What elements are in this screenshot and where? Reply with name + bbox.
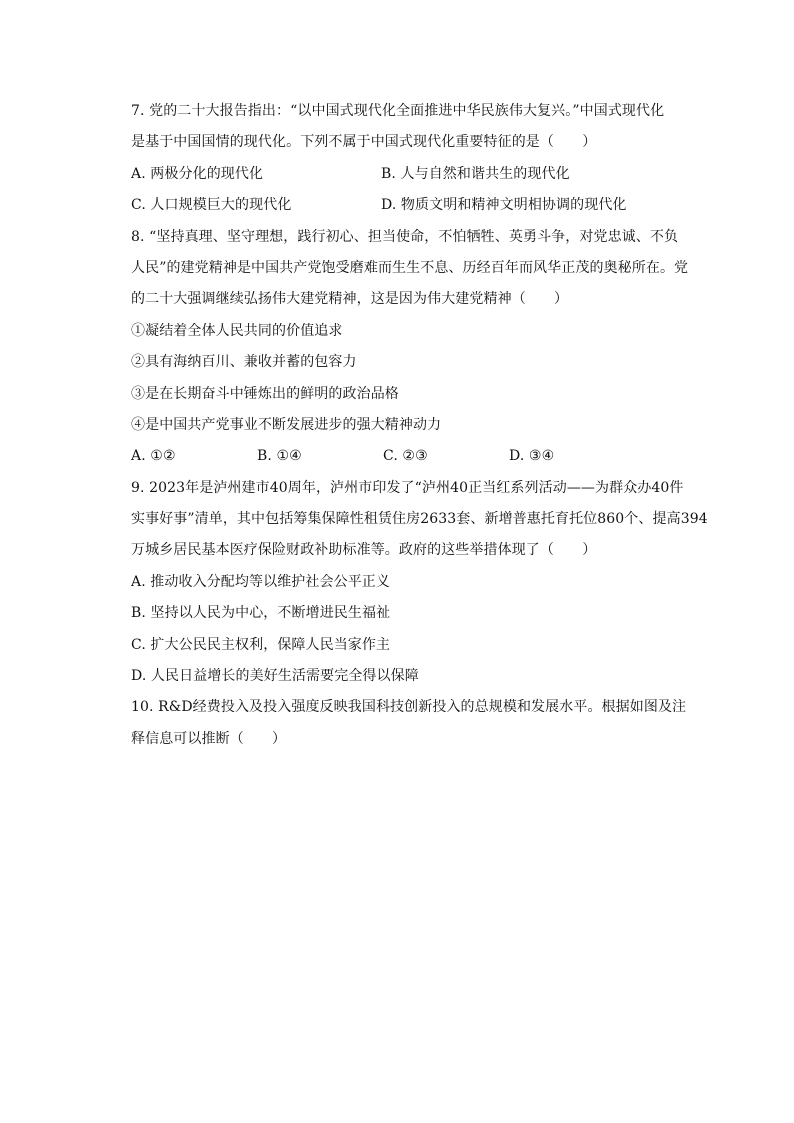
question-9-option-d[interactable]: D. 人民日益增长的美好生活需要完全得以保障 [131,668,419,685]
question-8-option-c[interactable]: C. ②③ [383,448,428,465]
question-8-stem-line-2: 人民”的建党精神是中国共产党饱受磨难而生生不息、历经百年而风华正茂的奥秘所在。党 [131,259,689,276]
question-7-options-row-1 [131,159,691,190]
question-8-option-b[interactable]: B. ①④ [257,448,302,465]
question-8-option-d[interactable]: D. ③④ [509,448,555,465]
question-8-stem-line-3: 的二十大强调继续弘扬伟大建党精神，这是因为伟大建党精神（ ） [131,291,569,308]
question-9-option-b[interactable]: B. 坚持以人民为中心，不断增进民生福祉 [131,605,391,622]
question-9-option-c[interactable]: C. 扩大公民民主权利，保障人民当家作主 [131,636,391,653]
question-9 [131,473,708,693]
question-8-statement-4: ④是中国共产党事业不断发展进步的强大精神动力 [131,416,442,433]
question-content [131,96,708,755]
question-7-options-row-2 [131,190,691,221]
question-10-stem-line-2: 释信息可以推断（ ） [131,730,287,747]
question-9-stem-line-2: 实事好事”清单，其中包括筹集保障性租赁住房2633套、新增普惠托育托位860个、提高394 [131,511,708,528]
question-9-option-a[interactable]: A. 推动收入分配均等以维护社会公平正义 [131,573,391,590]
question-7-option-c[interactable]: C. 人口规模巨大的现代化 [131,197,292,214]
question-8-statement-3: ③是在长期奋斗中锤炼出的鲜明的政治品格 [131,385,399,402]
question-10-stem-line-1: 10. R&D经费投入及投入强度反映我国科技创新投入的总规模和发展水平。根据如图及注 [131,699,687,716]
question-8-option-a[interactable]: A. ①② [131,448,176,465]
question-7 [131,96,691,222]
question-8-stem-line-1: 8. “坚持真理、坚守理想，践行初心、担当使命，不怕牺牲、英勇斗争，对党忠诚、不负 [131,228,679,245]
question-8-statement-2: ②具有海纳百川、兼收并蓄的包容力 [131,354,357,371]
question-7-stem-line-2: 是基于中国国情的现代化。下列不属于中国式现代化重要特征的是（ ） [131,134,597,151]
question-7-option-b[interactable]: B. 人与自然和谐共生的现代化 [381,165,570,182]
question-8-options-row [131,441,691,472]
question-8 [131,222,691,473]
question-9-stem-line-1: 9. 2023年是泸州建市40周年，泸州市印发了“泸州40正当红系列活动——为群众办40件 [131,479,684,496]
question-10 [131,692,691,755]
question-7-option-a[interactable]: A. 两极分化的现代化 [131,165,264,182]
question-7-stem-line-1: 7. 党的二十大报告指出：“以中国式现代化全面推进中华民族伟大复兴。”中国式现代化 [131,103,665,119]
question-7-option-d[interactable]: D. 物质文明和精神文明相协调的现代化 [381,197,627,214]
question-8-statement-1: ①凝结着全体人民共同的价值追求 [131,322,343,339]
question-9-stem-line-3: 万城乡居民基本医疗保险财政补助标准等。政府的这些举措体现了（ ） [131,542,597,559]
